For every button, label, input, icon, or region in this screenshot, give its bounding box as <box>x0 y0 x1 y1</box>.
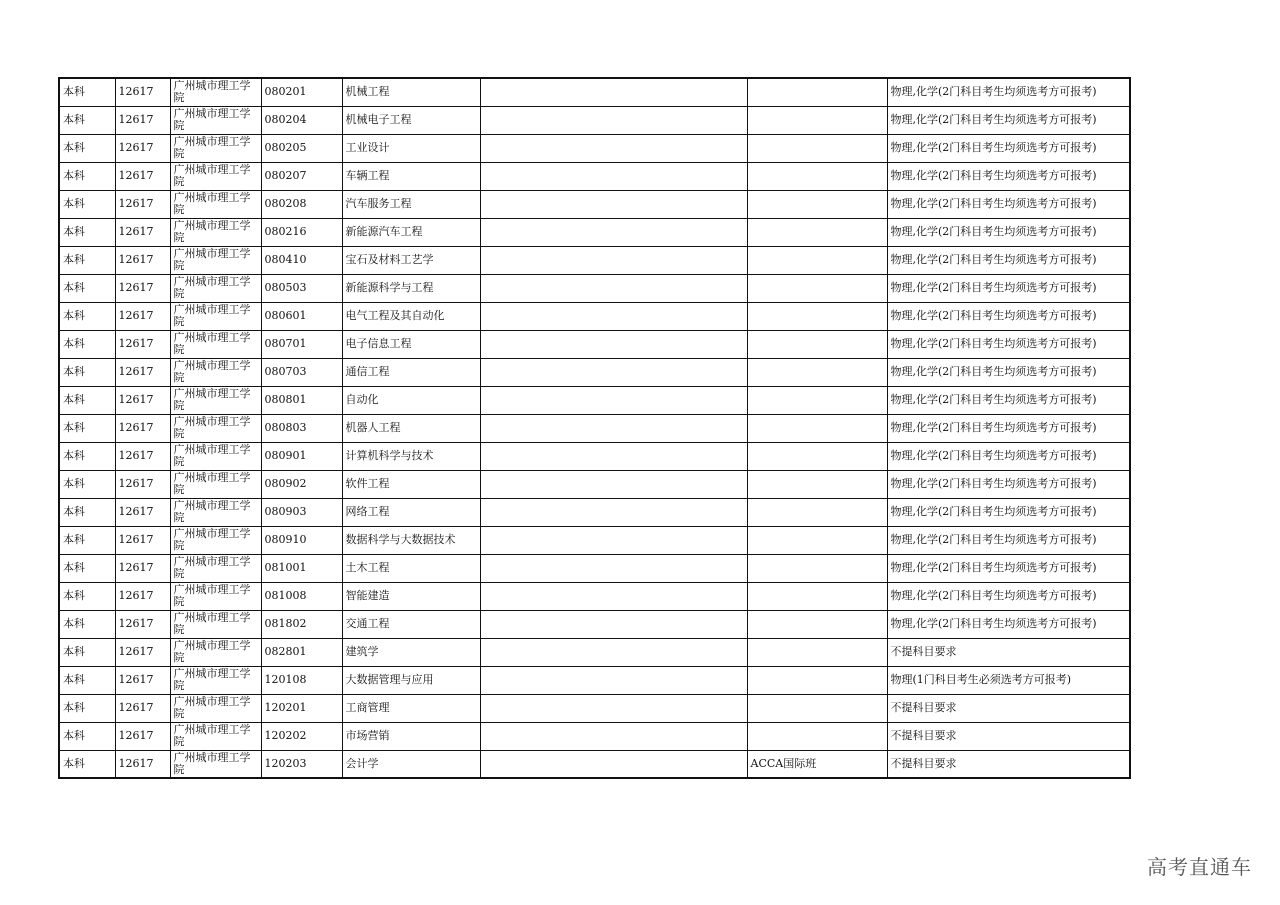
cell-level: 本科 <box>59 78 115 106</box>
cell-school-name: 广州城市理工学院 <box>170 470 261 498</box>
cell-level: 本科 <box>59 134 115 162</box>
cell-major-code: 080208 <box>261 190 342 218</box>
cell-subject-requirement: 物理,化学(2门科目考生均须选考方可报考) <box>887 358 1130 386</box>
cell-school-name: 广州城市理工学院 <box>170 386 261 414</box>
cell-remark <box>747 694 887 722</box>
cell-major-code: 080801 <box>261 386 342 414</box>
cell-major-code: 080910 <box>261 526 342 554</box>
cell-school-code: 12617 <box>115 246 170 274</box>
cell-subject-requirement: 物理,化学(2门科目考生均须选考方可报考) <box>887 134 1130 162</box>
cell-level: 本科 <box>59 358 115 386</box>
cell-school-name: 广州城市理工学院 <box>170 330 261 358</box>
cell-school-code: 12617 <box>115 554 170 582</box>
cell-level: 本科 <box>59 470 115 498</box>
cell-level: 本科 <box>59 190 115 218</box>
cell-major-name: 工商管理 <box>342 694 480 722</box>
cell-note <box>480 106 747 134</box>
cell-major-name: 宝石及材料工艺学 <box>342 246 480 274</box>
cell-school-name: 广州城市理工学院 <box>170 666 261 694</box>
cell-school-name: 广州城市理工学院 <box>170 78 261 106</box>
table-row <box>59 750 1130 778</box>
cell-school-code: 12617 <box>115 638 170 666</box>
cell-note <box>480 386 747 414</box>
cell-remark <box>747 386 887 414</box>
cell-remark <box>747 582 887 610</box>
cell-subject-requirement: 不提科目要求 <box>887 694 1130 722</box>
cell-subject-requirement: 物理,化学(2门科目考生均须选考方可报考) <box>887 526 1130 554</box>
cell-level: 本科 <box>59 106 115 134</box>
cell-major-name: 计算机科学与技术 <box>342 442 480 470</box>
cell-level: 本科 <box>59 302 115 330</box>
table-row <box>59 302 1130 330</box>
cell-school-name: 广州城市理工学院 <box>170 694 261 722</box>
cell-school-code: 12617 <box>115 414 170 442</box>
cell-school-code: 12617 <box>115 218 170 246</box>
table-row <box>59 218 1130 246</box>
cell-school-name: 广州城市理工学院 <box>170 190 261 218</box>
cell-school-code: 12617 <box>115 274 170 302</box>
cell-school-name: 广州城市理工学院 <box>170 246 261 274</box>
table-body <box>59 78 1130 778</box>
cell-remark <box>747 526 887 554</box>
cell-remark <box>747 358 887 386</box>
cell-remark <box>747 218 887 246</box>
cell-major-code: 080803 <box>261 414 342 442</box>
cell-note <box>480 218 747 246</box>
table-row <box>59 666 1130 694</box>
cell-subject-requirement: 物理,化学(2门科目考生均须选考方可报考) <box>887 190 1130 218</box>
cell-major-name: 建筑学 <box>342 638 480 666</box>
cell-major-code: 080902 <box>261 470 342 498</box>
cell-subject-requirement: 物理,化学(2门科目考生均须选考方可报考) <box>887 414 1130 442</box>
cell-note <box>480 694 747 722</box>
cell-subject-requirement: 物理,化学(2门科目考生均须选考方可报考) <box>887 386 1130 414</box>
cell-major-code: 081802 <box>261 610 342 638</box>
cell-note <box>480 554 747 582</box>
cell-note <box>480 330 747 358</box>
cell-school-name: 广州城市理工学院 <box>170 274 261 302</box>
cell-remark <box>747 162 887 190</box>
cell-school-name: 广州城市理工学院 <box>170 414 261 442</box>
cell-major-name: 自动化 <box>342 386 480 414</box>
cell-remark <box>747 302 887 330</box>
cell-school-code: 12617 <box>115 78 170 106</box>
cell-school-code: 12617 <box>115 470 170 498</box>
table-row <box>59 162 1130 190</box>
cell-major-code: 080207 <box>261 162 342 190</box>
cell-major-name: 数据科学与大数据技术 <box>342 526 480 554</box>
cell-major-code: 080410 <box>261 246 342 274</box>
cell-school-name: 广州城市理工学院 <box>170 162 261 190</box>
cell-school-name: 广州城市理工学院 <box>170 638 261 666</box>
cell-school-name: 广州城市理工学院 <box>170 218 261 246</box>
cell-subject-requirement: 不提科目要求 <box>887 722 1130 750</box>
cell-school-code: 12617 <box>115 106 170 134</box>
cell-major-code: 120201 <box>261 694 342 722</box>
cell-subject-requirement: 物理,化学(2门科目考生均须选考方可报考) <box>887 554 1130 582</box>
cell-remark <box>747 190 887 218</box>
cell-major-name: 汽车服务工程 <box>342 190 480 218</box>
cell-subject-requirement: 物理,化学(2门科目考生均须选考方可报考) <box>887 330 1130 358</box>
table-row <box>59 414 1130 442</box>
cell-school-code: 12617 <box>115 386 170 414</box>
cell-subject-requirement: 物理,化学(2门科目考生均须选考方可报考) <box>887 162 1130 190</box>
cell-school-code: 12617 <box>115 666 170 694</box>
cell-subject-requirement: 物理,化学(2门科目考生均须选考方可报考) <box>887 498 1130 526</box>
cell-subject-requirement: 物理,化学(2门科目考生均须选考方可报考) <box>887 442 1130 470</box>
cell-subject-requirement: 物理,化学(2门科目考生均须选考方可报考) <box>887 274 1130 302</box>
cell-school-code: 12617 <box>115 302 170 330</box>
cell-remark <box>747 498 887 526</box>
cell-subject-requirement: 不提科目要求 <box>887 750 1130 778</box>
cell-remark: ACCA国际班 <box>747 750 887 778</box>
cell-major-name: 智能建造 <box>342 582 480 610</box>
cell-remark <box>747 442 887 470</box>
table-row <box>59 386 1130 414</box>
cell-major-name: 电子信息工程 <box>342 330 480 358</box>
cell-major-name: 机械电子工程 <box>342 106 480 134</box>
cell-remark <box>747 470 887 498</box>
table-row <box>59 470 1130 498</box>
cell-school-code: 12617 <box>115 162 170 190</box>
table-row <box>59 358 1130 386</box>
cell-note <box>480 134 747 162</box>
cell-major-code: 080601 <box>261 302 342 330</box>
cell-school-code: 12617 <box>115 526 170 554</box>
cell-school-code: 12617 <box>115 190 170 218</box>
cell-subject-requirement: 物理,化学(2门科目考生均须选考方可报考) <box>887 78 1130 106</box>
cell-level: 本科 <box>59 162 115 190</box>
cell-note <box>480 78 747 106</box>
table-row <box>59 78 1130 106</box>
cell-major-code: 080701 <box>261 330 342 358</box>
cell-major-code: 081008 <box>261 582 342 610</box>
cell-subject-requirement: 物理,化学(2门科目考生均须选考方可报考) <box>887 106 1130 134</box>
cell-level: 本科 <box>59 274 115 302</box>
cell-note <box>480 526 747 554</box>
cell-note <box>480 162 747 190</box>
cell-major-name: 软件工程 <box>342 470 480 498</box>
cell-school-code: 12617 <box>115 134 170 162</box>
cell-school-code: 12617 <box>115 582 170 610</box>
cell-major-name: 机器人工程 <box>342 414 480 442</box>
cell-level: 本科 <box>59 722 115 750</box>
cell-level: 本科 <box>59 694 115 722</box>
cell-school-name: 广州城市理工学院 <box>170 134 261 162</box>
cell-major-code: 080205 <box>261 134 342 162</box>
admission-table <box>58 77 1131 779</box>
watermark-text: 高考直通车 <box>1147 855 1252 879</box>
cell-subject-requirement: 物理,化学(2门科目考生均须选考方可报考) <box>887 246 1130 274</box>
cell-major-code: 080703 <box>261 358 342 386</box>
cell-school-code: 12617 <box>115 694 170 722</box>
table-row <box>59 582 1130 610</box>
cell-remark <box>747 134 887 162</box>
cell-school-name: 广州城市理工学院 <box>170 526 261 554</box>
cell-note <box>480 414 747 442</box>
cell-school-name: 广州城市理工学院 <box>170 750 261 778</box>
cell-major-name: 会计学 <box>342 750 480 778</box>
cell-subject-requirement: 物理,化学(2门科目考生均须选考方可报考) <box>887 582 1130 610</box>
table-row <box>59 638 1130 666</box>
cell-major-name: 市场营销 <box>342 722 480 750</box>
cell-note <box>480 498 747 526</box>
cell-subject-requirement: 物理,化学(2门科目考生均须选考方可报考) <box>887 302 1130 330</box>
cell-school-code: 12617 <box>115 610 170 638</box>
cell-major-code: 082801 <box>261 638 342 666</box>
cell-note <box>480 750 747 778</box>
cell-level: 本科 <box>59 330 115 358</box>
cell-major-name: 交通工程 <box>342 610 480 638</box>
cell-level: 本科 <box>59 386 115 414</box>
cell-remark <box>747 666 887 694</box>
table-row <box>59 134 1130 162</box>
cell-major-code: 080503 <box>261 274 342 302</box>
cell-major-name: 电气工程及其自动化 <box>342 302 480 330</box>
cell-remark <box>747 246 887 274</box>
table-row <box>59 722 1130 750</box>
cell-major-name: 新能源汽车工程 <box>342 218 480 246</box>
cell-school-name: 广州城市理工学院 <box>170 106 261 134</box>
cell-level: 本科 <box>59 666 115 694</box>
cell-level: 本科 <box>59 750 115 778</box>
cell-school-name: 广州城市理工学院 <box>170 498 261 526</box>
cell-note <box>480 722 747 750</box>
cell-level: 本科 <box>59 498 115 526</box>
cell-school-name: 广州城市理工学院 <box>170 554 261 582</box>
cell-major-code: 120202 <box>261 722 342 750</box>
cell-major-name: 土木工程 <box>342 554 480 582</box>
cell-major-name: 网络工程 <box>342 498 480 526</box>
cell-major-name: 大数据管理与应用 <box>342 666 480 694</box>
cell-note <box>480 470 747 498</box>
cell-school-code: 12617 <box>115 358 170 386</box>
cell-major-code: 080903 <box>261 498 342 526</box>
cell-remark <box>747 414 887 442</box>
cell-subject-requirement: 物理,化学(2门科目考生均须选考方可报考) <box>887 218 1130 246</box>
table-row <box>59 554 1130 582</box>
cell-major-code: 080201 <box>261 78 342 106</box>
cell-major-code: 080204 <box>261 106 342 134</box>
cell-subject-requirement: 不提科目要求 <box>887 638 1130 666</box>
table-row <box>59 610 1130 638</box>
cell-major-code: 120203 <box>261 750 342 778</box>
cell-note <box>480 442 747 470</box>
cell-school-name: 广州城市理工学院 <box>170 722 261 750</box>
cell-school-code: 12617 <box>115 498 170 526</box>
cell-subject-requirement: 物理(1门科目考生必须选考方可报考) <box>887 666 1130 694</box>
cell-level: 本科 <box>59 526 115 554</box>
cell-remark <box>747 638 887 666</box>
cell-remark <box>747 274 887 302</box>
cell-major-name: 通信工程 <box>342 358 480 386</box>
cell-school-name: 广州城市理工学院 <box>170 442 261 470</box>
cell-subject-requirement: 物理,化学(2门科目考生均须选考方可报考) <box>887 470 1130 498</box>
table-row <box>59 274 1130 302</box>
table-row <box>59 106 1130 134</box>
cell-school-name: 广州城市理工学院 <box>170 582 261 610</box>
cell-major-code: 120108 <box>261 666 342 694</box>
cell-level: 本科 <box>59 554 115 582</box>
cell-remark <box>747 722 887 750</box>
table-row <box>59 694 1130 722</box>
cell-school-code: 12617 <box>115 750 170 778</box>
cell-major-name: 新能源科学与工程 <box>342 274 480 302</box>
cell-remark <box>747 554 887 582</box>
cell-school-code: 12617 <box>115 722 170 750</box>
cell-school-code: 12617 <box>115 442 170 470</box>
cell-level: 本科 <box>59 218 115 246</box>
cell-level: 本科 <box>59 610 115 638</box>
table-row <box>59 330 1130 358</box>
cell-remark <box>747 78 887 106</box>
cell-note <box>480 274 747 302</box>
table-row <box>59 498 1130 526</box>
cell-note <box>480 610 747 638</box>
cell-major-name: 机械工程 <box>342 78 480 106</box>
cell-level: 本科 <box>59 582 115 610</box>
cell-remark <box>747 610 887 638</box>
cell-remark <box>747 330 887 358</box>
table-row <box>59 442 1130 470</box>
cell-subject-requirement: 物理,化学(2门科目考生均须选考方可报考) <box>887 610 1130 638</box>
cell-level: 本科 <box>59 442 115 470</box>
cell-note <box>480 582 747 610</box>
cell-major-code: 080901 <box>261 442 342 470</box>
cell-note <box>480 246 747 274</box>
cell-level: 本科 <box>59 414 115 442</box>
table-row <box>59 246 1130 274</box>
cell-school-code: 12617 <box>115 330 170 358</box>
cell-major-code: 080216 <box>261 218 342 246</box>
cell-note <box>480 358 747 386</box>
cell-major-code: 081001 <box>261 554 342 582</box>
cell-level: 本科 <box>59 638 115 666</box>
cell-school-name: 广州城市理工学院 <box>170 302 261 330</box>
cell-note <box>480 638 747 666</box>
cell-note <box>480 302 747 330</box>
cell-major-name: 车辆工程 <box>342 162 480 190</box>
table-row <box>59 190 1130 218</box>
table-row <box>59 526 1130 554</box>
cell-major-name: 工业设计 <box>342 134 480 162</box>
cell-level: 本科 <box>59 246 115 274</box>
cell-remark <box>747 106 887 134</box>
cell-note <box>480 666 747 694</box>
cell-school-name: 广州城市理工学院 <box>170 610 261 638</box>
cell-note <box>480 190 747 218</box>
cell-school-name: 广州城市理工学院 <box>170 358 261 386</box>
